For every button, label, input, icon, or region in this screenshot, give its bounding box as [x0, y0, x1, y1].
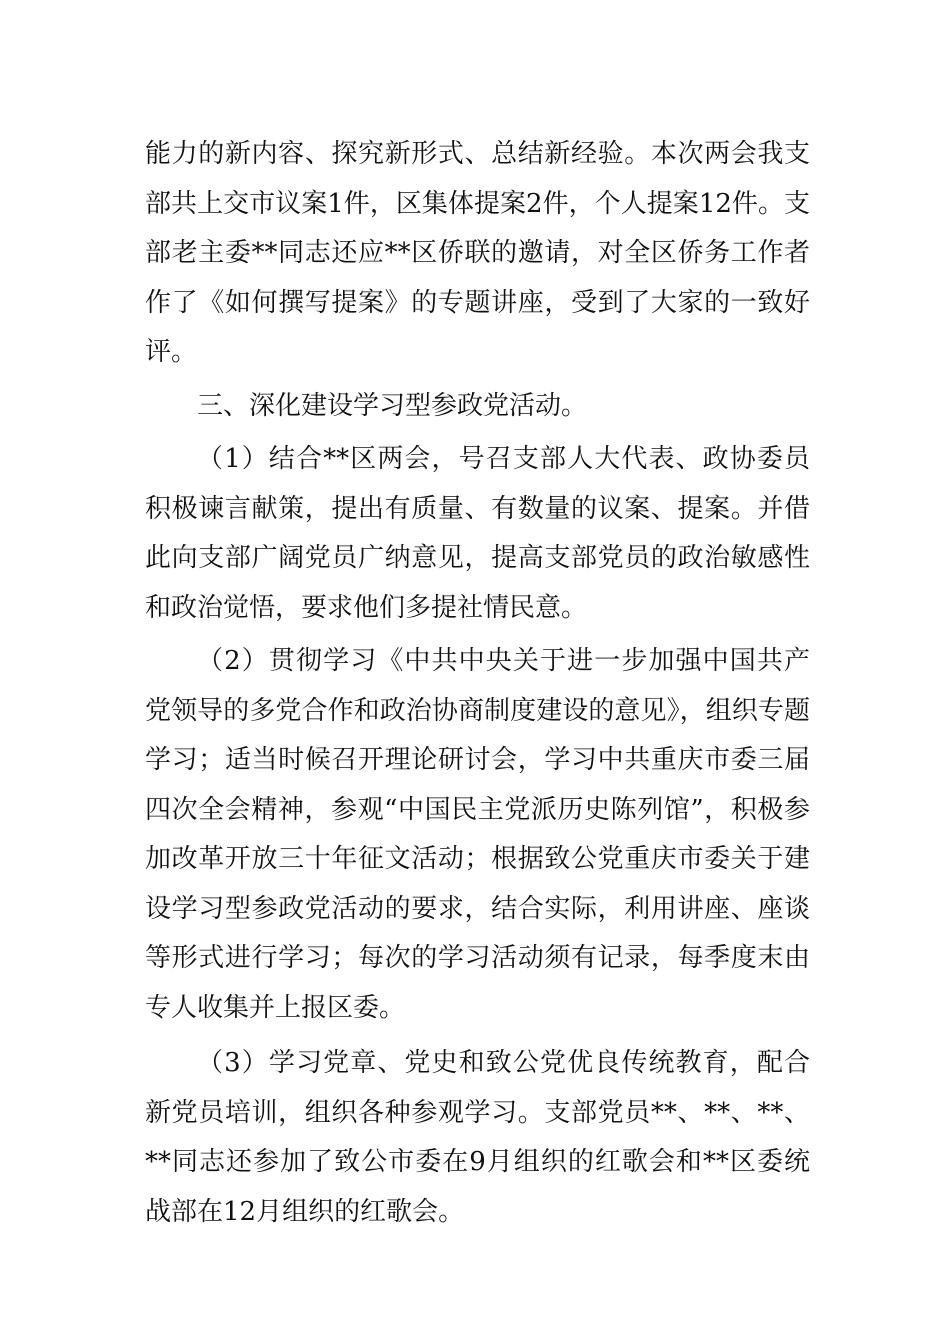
paragraph-continuation: 能力的新内容、探究新形式、总结新经验。本次两会我支部共上交市议案1件，区集体提案2件，个人提案12件。支部老主委**同志还应**区侨联的邀请，对全区侨务工作者作了《如何撰写提案》的专题讲座，受到了大家的一致好评。 — [145, 139, 810, 367]
document-body — [145, 130, 810, 1237]
paragraph-item-1: （1）结合**区两会，号召支部人大代表、政协委员积极谏言献策，提出有质量、有数量的议案、提案。并借此向支部广阔党员广纳意见，提高支部党员的政治敏感性和政治觉悟，要求他们多提社情民意。 — [145, 444, 810, 623]
paragraph-item-2: （2）贯彻学习《中共中央关于进一步加强中国共产党领导的多党合作和政治协商制度建设的意见》，组织专题学习；适当时候召开理论研讨会，学习中共重庆市委三届四次全会精神，参观“中国民主党派历史陈列馆”，积极参加改革开放三十年征文活动；根据致公党重庆市委关于建设学习型参政党活动的要求，结合实际，利用讲座、座谈等形式进行学习；每次的学习活动须有记录，每季度末由专人收集并上报区委。 — [145, 646, 810, 1023]
section-heading: 三、深化建设学习型参政党活动。 — [197, 390, 588, 421]
paragraph-item-3: （3）学习党章、党史和致公党优良传统教育，配合新党员培训，组织各种参观学习。支部党员**、**、**、**同志还参加了致公市委在9月组织的红歌会和**区委统战部在12月组织的红歌会。 — [145, 1048, 810, 1227]
